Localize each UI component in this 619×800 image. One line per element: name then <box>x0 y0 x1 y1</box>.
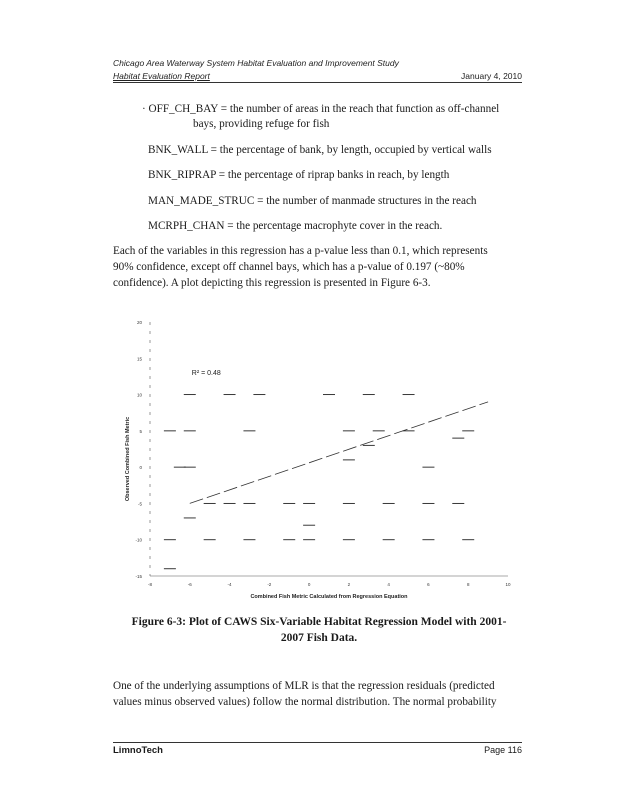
y-tick-label: -15 <box>135 574 142 579</box>
x-tick-label: -6 <box>187 582 192 587</box>
y-tick-label: -5 <box>137 501 142 507</box>
x-tick-label: 0 <box>307 582 311 587</box>
report-subtitle: Habitat Evaluation Report <box>113 71 210 81</box>
definition-off-ch-bay-cont: bays, providing refuge for fish <box>193 118 330 130</box>
x-tick-label: -8 <box>147 582 153 587</box>
header-rule <box>113 82 522 83</box>
definition-bnk-riprap: BNK_RIPRAP = the percentage of riprap banks in reach, by length <box>148 169 450 181</box>
paragraph-line: 90% confidence, except off channel bays, which has a p-value of 0.197 (~80% <box>113 261 465 273</box>
paragraph-regression <box>113 243 525 291</box>
y-tick-label: 0 <box>139 465 142 471</box>
y-axis-label: Observed Combined Fish Metric <box>125 416 131 502</box>
r-squared-annotation: R² = 0.48 <box>191 369 221 377</box>
x-tick-label: 2 <box>347 582 351 587</box>
paragraph-line: confidence). A plot depicting this regression is presented in Figure 6-3. <box>113 277 431 289</box>
footer-page-number: Page 116 <box>484 745 522 755</box>
footer-rule <box>113 742 522 743</box>
x-tick-label: -2 <box>267 582 272 587</box>
x-tick-label: -4 <box>227 582 232 587</box>
y-tick-label: 10 <box>136 392 142 398</box>
definition-man-made-struc: MAN_MADE_STRUC = the number of manmade structures in the reach <box>148 195 477 207</box>
definition-off-ch-bay: · OFF_CH_BAY = the number of areas in the reach that function as off-channel <box>142 103 500 115</box>
y-tick-label: -10 <box>135 537 142 543</box>
x-tick-label: 8 <box>466 582 470 587</box>
x-axis-label: Combined Fish Metric Calculated from Regression Equation <box>250 594 408 600</box>
x-tick-label: 6 <box>427 582 430 587</box>
report-title: Chicago Area Waterway System Habitat Evaluation and Improvement Study <box>113 58 399 68</box>
paragraph-line: values minus observed values) follow the normal distribution. The normal probability <box>113 696 497 708</box>
y-tick-label: 20 <box>136 320 142 325</box>
regression-chart <box>110 308 526 608</box>
paragraph-line: One of the underlying assumptions of MLR is that the regression residuals (predicted <box>113 680 495 692</box>
footer-org: LimnoTech <box>113 745 163 756</box>
regression-trendline <box>190 402 488 504</box>
y-tick-label: 15 <box>136 356 142 362</box>
paragraph-mlr <box>113 678 525 710</box>
paragraph-line: Each of the variables in this regression has a p-value less than 0.1, which represents <box>113 245 488 257</box>
figure-caption <box>113 614 525 646</box>
x-tick-label: 4 <box>387 582 390 587</box>
regression-chart-svg <box>110 308 526 608</box>
definition-mcrph-chan: MCRPH_CHAN = the percentage macrophyte cover in the reach. <box>148 220 443 232</box>
caption-line: 2007 Fish Data. <box>280 632 358 644</box>
y-tick-label: 5 <box>139 428 142 434</box>
x-tick-label: 10 <box>505 582 511 587</box>
caption-line: Figure 6-3: Plot of CAWS Six-Variable Habitat Regression Model with 2001- <box>131 616 507 628</box>
definition-bnk-wall: BNK_WALL = the percentage of bank, by length, occupied by vertical walls <box>148 144 492 156</box>
report-date: January 4, 2010 <box>461 71 522 81</box>
